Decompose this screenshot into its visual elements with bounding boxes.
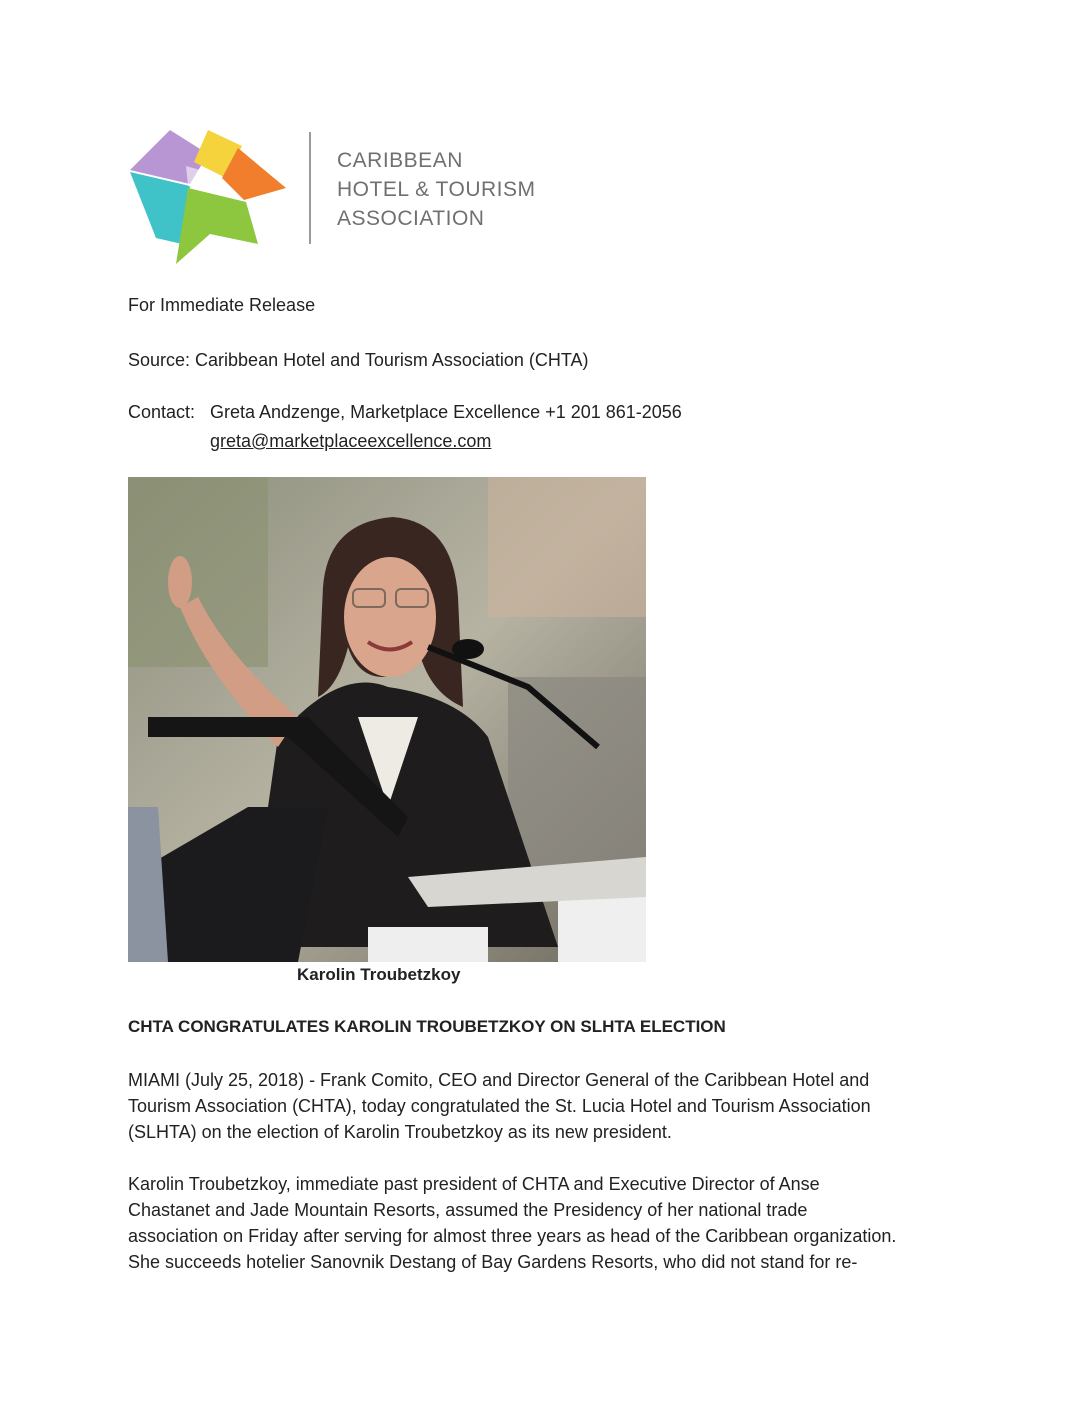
headline: CHTA CONGRATULATES KAROLIN TROUBETZKOY ON SLHTA ELECTION	[128, 1017, 726, 1036]
paragraph-2-line: Chastanet and Jade Mountain Resorts, assumed the Presidency of her national trade	[128, 1200, 808, 1220]
contact-email-link[interactable]: greta@marketplaceexcellence.com	[210, 431, 492, 451]
release-line: For Immediate Release	[128, 295, 316, 315]
contact-line	[128, 399, 682, 425]
paragraph-2-line: She succeeds hotelier Sanovnik Destang of Bay Gardens Resorts, who did not stand for re-	[128, 1252, 858, 1272]
contact-label: Contact:	[128, 402, 196, 422]
paragraph-1-line: MIAMI (July 25, 2018) - Frank Comito, CEO and Director General of the Caribbean Hotel and	[128, 1070, 870, 1090]
paragraph-1-line: Tourism Association (CHTA), today congratulated the St. Lucia Hotel and Tourism Association	[128, 1096, 871, 1116]
logo-wordmark	[337, 146, 535, 233]
star-logo-icon	[126, 126, 291, 266]
logo-divider	[309, 132, 311, 244]
paragraph-1-line: (SLHTA) on the election of Karolin Troubetzkoy as its new president.	[128, 1122, 672, 1142]
paragraph-2	[128, 1171, 978, 1275]
paragraph-2-line: association on Friday after serving for almost three years as head of the Caribbean organization.	[128, 1226, 897, 1246]
portrait-photo	[128, 477, 646, 962]
logo-line-1: CARIBBEAN	[337, 149, 463, 172]
logo-line-2: HOTEL & TOURISM	[337, 178, 536, 201]
logo-line-3: ASSOCIATION	[337, 207, 485, 230]
source-line: Source: Caribbean Hotel and Tourism Association (CHTA)	[128, 350, 589, 370]
paragraph-1	[128, 1067, 978, 1145]
paragraph-2-line: Karolin Troubetzkoy, immediate past president of CHTA and Executive Director of Anse	[128, 1174, 820, 1194]
contact-details: Greta Andzenge, Marketplace Excellence +1 201 861-2056	[210, 402, 682, 422]
chta-logo	[126, 126, 546, 266]
photo-caption: Karolin Troubetzkoy	[297, 965, 461, 984]
